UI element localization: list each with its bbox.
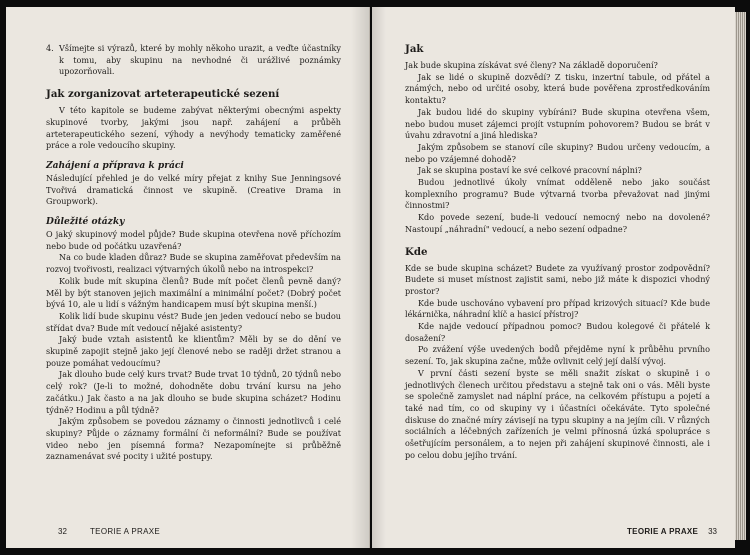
- paragraph: Jak budou lidé do skupiny vybíráni? Bude skupina otevřena všem, nebo budou muset zájemci projít vstupním pohovorem? Budou se brát v úvahu zdravotní a jiná hlediska?: [405, 106, 710, 141]
- paragraph: Jakým způsobem se povedou záznamy o činnosti jednotlivců i celé skupiny? Půjde o záznamy formální či neformální? Bude se používat video nebo jen písemná forma? Nezapomínejte si průběžně zaznamenávat své pocity i užité postupy.: [46, 416, 341, 462]
- page-number: 33: [708, 527, 717, 536]
- section-heading: Jak zorganizovat arteterapeutické sezení: [46, 88, 280, 101]
- running-footer: TEORIE A PRAXE: [90, 527, 161, 536]
- paragraph: Po zvážení výše uvedených bodů přejděme nyní k průběhu prvního sezení. To, jak skupina začne, může ovlivnit celý její další vývoj.: [405, 344, 710, 367]
- section-heading: Kde: [405, 245, 428, 258]
- paragraph: Kolik bude mít skupina členů? Bude mít počet členů pevně daný? Měl by být stanoven jejich maximální a minimální počet? (Dobrý počet bývá 10, ale u lidí s vážným handicapem musí být skupina menší.): [46, 275, 341, 310]
- running-footer: TEORIE A PRAXE: [627, 527, 699, 536]
- paragraph: Jakým způsobem se stanoví cíle skupiny? Budou určeny vedoucím, a nebo po vzájemné dohodě?: [405, 141, 710, 164]
- paragraph: Jak se lidé o skupině dozvědí? Z tisku, inzertní tabule, od přátel a známých, nebo od určité osoby, která bude pověřena zprostředkováním kontaktu?: [405, 71, 710, 106]
- paragraph: Následující přehled je do velké míry přejat z knihy Sue Jenningsové Tvořivá dramatická činnost ve skupině. (Creative Drama in Groupwork).: [46, 172, 341, 207]
- paragraph: Jak se skupina postaví ke své celkové pracovní náplni?: [418, 165, 642, 176]
- page-number: 32: [58, 527, 67, 536]
- paragraph: V této kapitole se budeme zabývat některými obecnými aspekty skupinové tvorby, jakými jsou např. zahájení a průběh arteterapeutického sezení, výhody a nevýhody tematicky zaměřené práce a role vedoucího skupiny.: [46, 105, 341, 151]
- left-page: [6, 7, 370, 548]
- paragraph: Na co bude kladen důraz? Bude se skupina zaměřovat především na rozvoj tvořivosti, realizaci výtvarných úkolů nebo na introspekci?: [46, 252, 341, 275]
- page-edges: [735, 12, 746, 540]
- paragraph: Kde bude uschováno vybavení pro případ krizových situací? Kde bude lékárnička, náhradní klíč a hasicí přístroj?: [405, 297, 710, 320]
- numbered-list-item: [46, 43, 341, 78]
- section-heading: Jak: [405, 43, 424, 55]
- subsection-heading: Důležité otázky: [46, 216, 125, 228]
- paragraph: O jaký skupinový model půjde? Bude skupina otevřena nově příchozím nebo bude od počátku uzavřená?: [46, 229, 341, 251]
- list-text: Všímejte si výrazů, které by mohly někoho urazit, a veďte účastníky k tomu, aby skupinu na nevhodné či urážlivé poznámky upozorňovali.: [59, 43, 341, 77]
- paragraph: Kde najde vedoucí případnou pomoc? Budou kolegové či přátelé k dosažení?: [405, 321, 710, 343]
- paragraph: Kdo povede sezení, bude-li vedoucí nemocný nebo na dovolené? Nastoupí „náhradní" vedoucí, a nebo sezení odpadne?: [405, 212, 710, 234]
- subsection-heading: Zahájení a příprava k práci: [46, 159, 184, 171]
- paragraph: Kde se bude skupina scházet? Budete za využívaný prostor zodpovědní? Budete si muset místnost zajistit sami, nebo již máte k dispozici vhodný prostor?: [405, 262, 710, 296]
- paragraph: Kolik lidí bude skupinu vést? Bude jen jeden vedoucí nebo se budou střídat dva? Bude mít vedoucí nějaké asistenty?: [46, 310, 341, 333]
- paragraph: Jak dlouho bude celý kurs trvat? Bude trvat 10 týdnů, 20 týdnů nebo celý rok? (Je-li to možné, dohodněte dobu trvání kursu na jeho začátku.) Jak často a na jak dlouho se bude skupina scházet? Hodinu týdně? Hodinu a půl týdně?: [46, 369, 341, 415]
- list-number: 4.: [46, 43, 54, 53]
- paragraph: Budou jednotlivé úkoly vnímat odděleně nebo jako součást komplexního programu? Bude výtvarná tvorba převažovat nad jinými činnostmi?: [405, 177, 710, 211]
- right-page: [372, 7, 735, 548]
- paragraph: V první části sezení byste se měli snažit získat o skupině i o jednotlivých členech určitou představu a stejně tak oni o vás. Měli byste se společně zamyslet nad náplní práce, na celkovém přístupu a pojetí a také nad tím, co od skupiny vy i účastníci očekáváte. Tyto společné diskuse do značné míry závisejí na typu skupiny a na jejím cíli. V různých sociálních a léčebných zařízeních je velmi přínosná úzká spolupráce s ošetřujícím personálem, a to nejen při zahájení skupinové činnosti, ale i po celou dobu jejího trvání.: [405, 367, 710, 460]
- paragraph: Jak bude skupina získávat své členy? Na základě doporučení?: [405, 60, 658, 70]
- paragraph: Jaký bude vztah asistentů ke klientům? Měli by se do dění ve skupině zapojit stejně jako její členové nebo se raději držet stranou a pouze pomáhat vedoucímu?: [46, 334, 341, 368]
